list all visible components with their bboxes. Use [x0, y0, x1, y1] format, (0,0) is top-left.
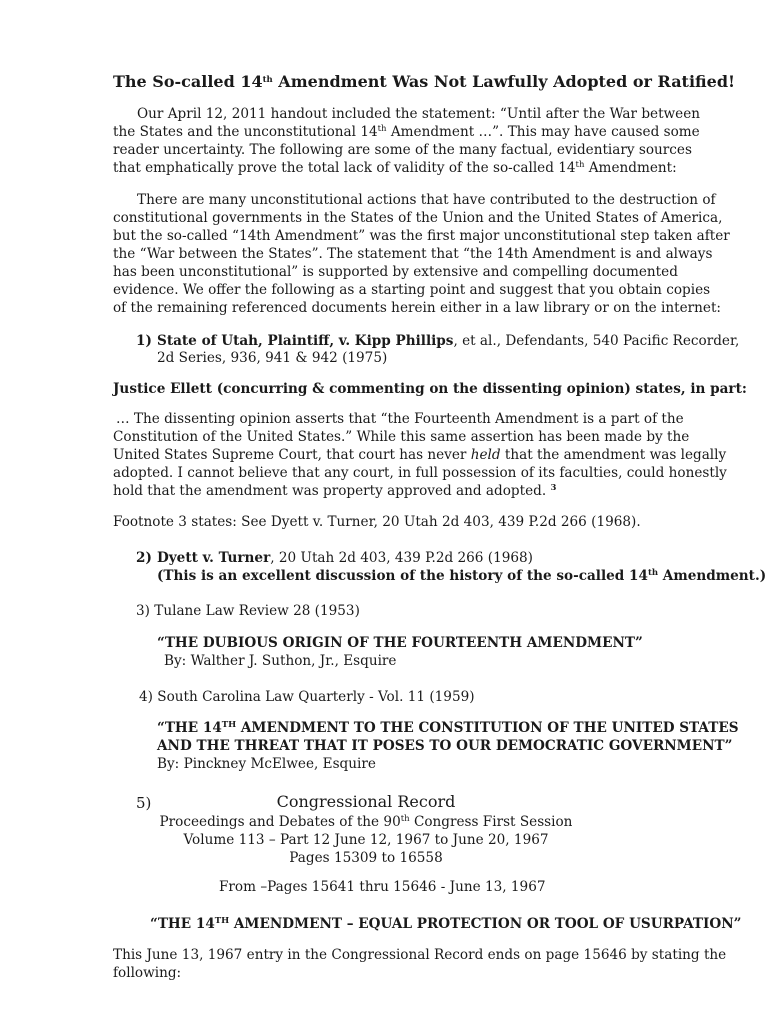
ellett-heading: Justice Ellett (concurring & commenting on the dissenting opinion) states, in part: — [113, 381, 747, 397]
footnote: Footnote 3 states: See Dyett v. Turner, 20 Utah 2d 403, 439 P.2d 266 (1968). — [113, 514, 641, 530]
document-page: The So-called 14th Amendment Was Not Lawfully Adopted or Ratified! Our April 12, 2011 handout included the statement: “Until after the War between the States and the unconstitutional 14th Amendment …”. This may have caused some reader uncertainty. The following are some of the many factual, evidentiary sources that emphatically prove the total lack of validity of the so-called 14th Amendment: There are many unconstitutional actions that have contributed to the destruction of constitutional governments in the States of the Union and the United States of America, but the so-called “14th Amendment” was the first major unconstitutional step taken after the “War between the States”. The statement that “the 14th Amendment is and always has been unconstitutional” is supported by extensive and compelling documented evidence. We offer the following as a starting point and suggest that you obtain copies of the remaining referenced documents herein either in a law library or on the internet: 1) State of Utah, Plaintiff, v. Kipp Phillips, et al., Defendants, 540 Pacific Recorder, 2d Series, 936, 941 & 942 (1975) Justice Ellett (concurring & commenting on the dissenting opinion) states, in part: … The dissenting opinion asserts that “the Fourteenth Amendment is a part of the Constitution of the United States.” While this same assertion has been made by the United States Supreme Court, that court has never held that the amendment was legally adopted. I cannot believe that any court, in full possession of its faculties, could honestly hold that the amendment was property approved and adopted. $^3$ Footnote 3 states: See Dyett v. Turner, 20 Utah 2d 403, 439 P.2d 266 (1968). 2) Dyett v. Turner, 20 Utah 2d 403, 439 P.2d 266 (1968) (This is an excellent discussion of the history of the so-called 14th Amendment.) 3) Tulane Law Review 28 (1953) “THE DUBIOUS ORIGIN OF THE FOURTEENTH AMENDMENT” By: Walther J. Suthon, Jr., Esquire 4) South Carolina Law Quarterly - Vol. 11 (1959) “THE 14TH AMENDMENT TO THE CONSTITUTION OF THE UNITED STATES AND THE THREAT THAT IT POSES TO OUR DEMOCRATIC GOVERNMENT” By: Pinckney McElwee, Esquire 5) Congressional Record Proceedings and Debates of the 90th Congress First Session Volume 113 – Part 12 June 12, 1967 to June 20, 1967 Pages 15309 to 16558 From –Pages 15641 thru 15646 - June 13, 1967 “THE 14TH AMENDMENT – EQUAL PROTECTION OR TOOL OF USURPATION” This June 13, 1967 entry in the Congressional Record ends on page 15646 by stating the following: — [113, 72, 767, 981]
page-title: The So-called 14th Amendment Was Not Lawfully Adopted or Ratified! — [113, 72, 736, 91]
